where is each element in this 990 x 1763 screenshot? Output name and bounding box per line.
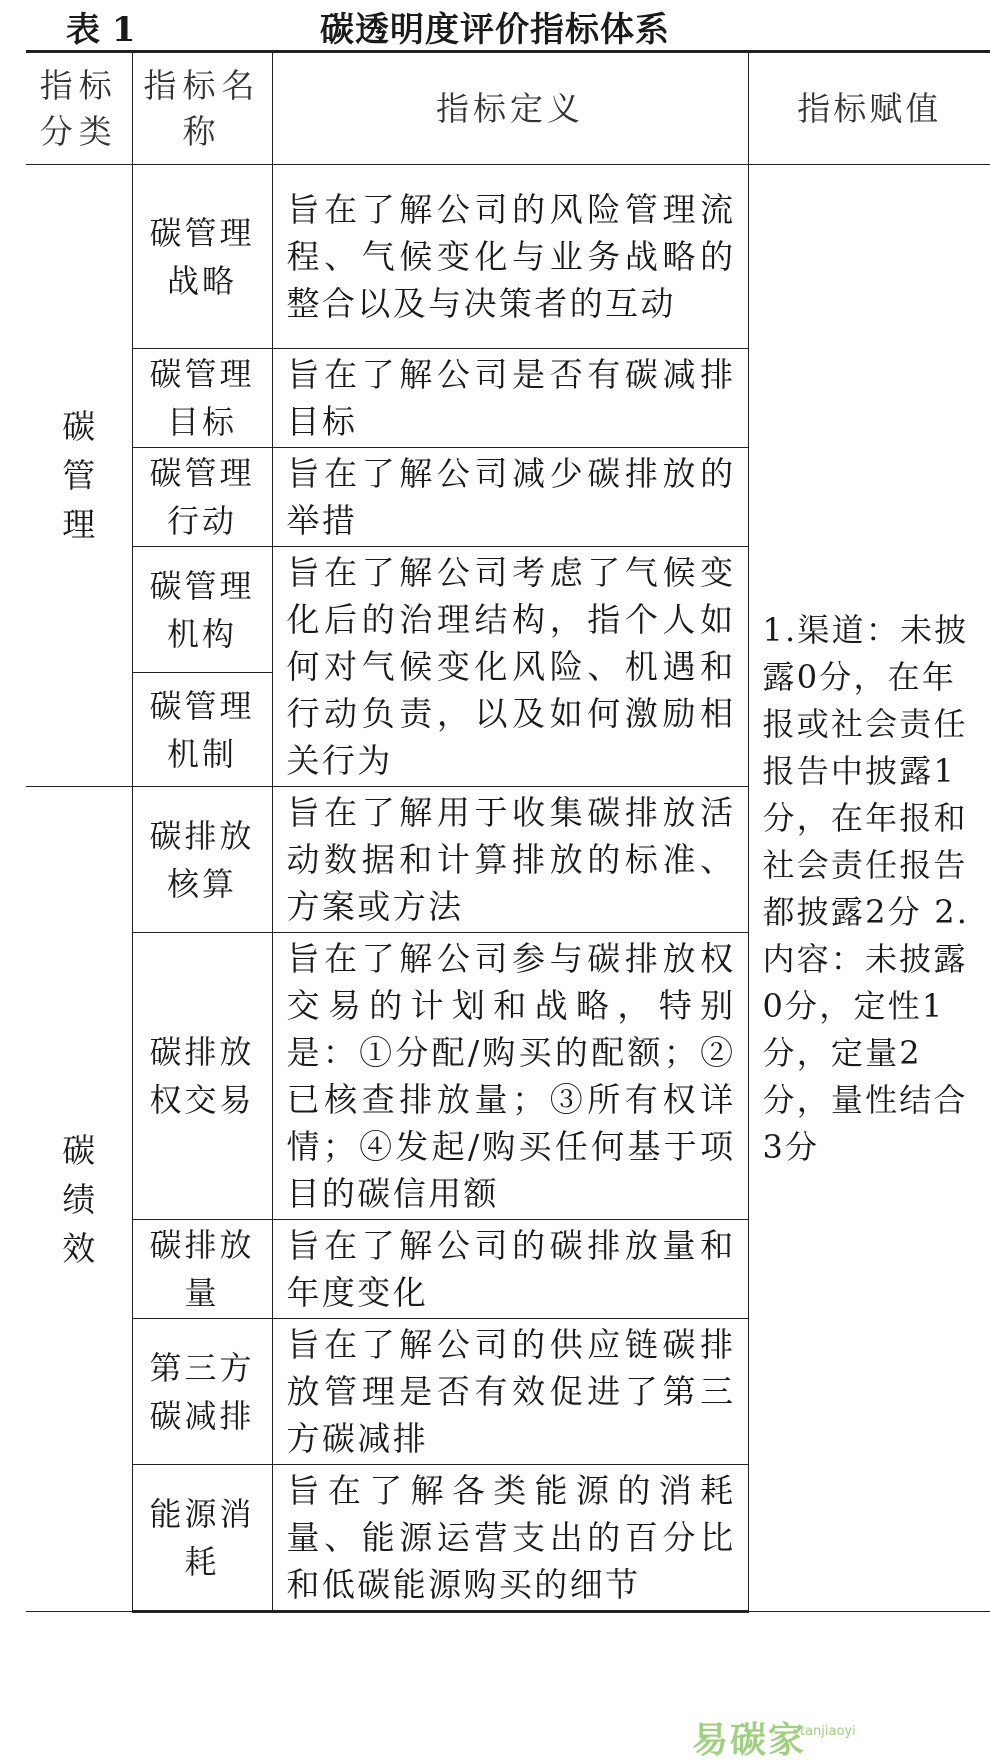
header-definition: 指标定义	[272, 52, 748, 165]
table-caption	[0, 0, 990, 50]
indicator-name: 碳排放核算	[132, 787, 272, 933]
indicator-name: 碳排放权交易	[132, 933, 272, 1220]
indicator-name: 碳管理行动	[132, 448, 272, 547]
watermark-brand: 易碳家	[692, 1720, 807, 1761]
indicator-definition: 旨在了解公司考虑了气候变化后的治理结构，指个人如何对气候变化风险、机遇和行动负责，以及如何激励相关行为	[272, 547, 748, 787]
watermark-url: tanjiaoyi	[800, 1724, 856, 1739]
indicator-valuation-cell	[748, 165, 990, 1612]
indicator-valuation: 1.渠道：未披露0分，在年报或社会责任报告中披露1分，在年报和社会责任报告都披露2分 2.内容：未披露0分，定性1分，定量2分，量性结合3分	[762, 611, 970, 1166]
indicator-name: 碳管理机制	[132, 673, 272, 787]
indicator-definition: 旨在了解公司参与碳排放权交易的计划和战略，特别是：①分配/购买的配额；②已核查排放量；③所有权详情；④发起/购买任何基于项目的碳信用额	[272, 933, 748, 1220]
category-carbon-performance: 碳绩效	[26, 787, 132, 1612]
header-valuation: 指标赋值	[748, 52, 990, 165]
indicator-name: 能源消耗	[132, 1465, 272, 1612]
indicator-definition: 旨在了解用于收集碳排放活动数据和计算排放的标准、方案或方法	[272, 787, 748, 933]
table-title: 碳透明度评价指标体系	[320, 10, 670, 50]
indicator-name: 第三方碳减排	[132, 1319, 272, 1465]
indicator-definition: 旨在了解公司减少碳排放的举措	[272, 448, 748, 547]
indicator-table	[26, 50, 990, 1613]
indicator-definition: 旨在了解各类能源的消耗量、能源运营支出的百分比和低碳能源购买的细节	[272, 1465, 748, 1612]
indicator-name: 碳管理机构	[132, 547, 272, 673]
header-name: 指标名称	[132, 52, 272, 165]
indicator-name: 碳排放量	[132, 1220, 272, 1319]
indicator-definition: 旨在了解公司的风险管理流程、气候变化与业务战略的整合以及与决策者的互动	[272, 165, 748, 349]
indicator-name: 碳管理目标	[132, 349, 272, 448]
indicator-definition: 旨在了解公司的供应链碳排放管理是否有效促进了第三方碳减排	[272, 1319, 748, 1465]
table-row	[26, 165, 990, 349]
category-carbon-management: 碳管理	[26, 165, 132, 787]
indicator-definition: 旨在了解公司是否有碳减排目标	[272, 349, 748, 448]
table-number: 表 1	[66, 10, 136, 50]
header-category: 指标分类	[26, 52, 132, 165]
header-row	[26, 52, 990, 165]
indicator-name: 碳管理战略	[132, 165, 272, 349]
indicator-definition: 旨在了解公司的碳排放量和年度变化	[272, 1220, 748, 1319]
watermark-logo	[692, 1712, 882, 1761]
